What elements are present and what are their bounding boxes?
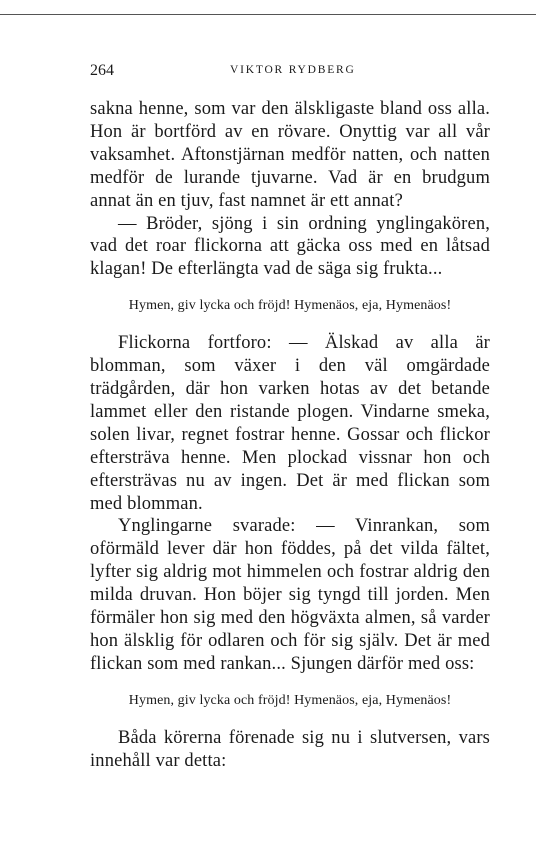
- page-number: 264: [90, 62, 114, 79]
- running-head: VIKTOR RYDBERG: [230, 64, 356, 76]
- paragraph-3: Flickorna fortforo: — Älskad av alla är blomman, som växer i den väl omgärdade trädgården, där hon varken hotas av det betande lammet eller den ristande plogen. Vindarne smeka, solen livar, regnet fostrar henne. Gossar och flickor eftersträva henne. Men plockad vissnar hon och eftersträvas nu av ingen. Det är med flickan som med blomman.: [90, 333, 490, 514]
- top-rule: [0, 14, 536, 15]
- refrain-1: Hymen, giv lycka och fröjd! Hymenäos, eja, Hymenäos!: [128, 298, 452, 314]
- refrain-2: Hymen, giv lycka och fröjd! Hymenäos, eja, Hymenäos!: [128, 692, 452, 708]
- paragraph-4: Ynglingarne svarade: — Vinrankan, som oförmäld lever där hon föddes, på det vilda fältet, lyfter sig aldrig mot himmelen och fostrar aldrig den milda druvan. Hon böjer sig tyngd till jorden. Men förmäler hon sig med den högväxta almen, så varder hon älsklig för odlaren och för sig själv. Det är med flickan som med rankan... Sjungen därför med oss:: [90, 516, 490, 674]
- paragraph-2: — Bröder, sjöng i sin ordning ynglingakören, vad det roar flickorna att gäcka oss med en låtsad klagan! De efterlängta vad de säga sig frukta...: [90, 213, 490, 280]
- paragraph-1: sakna henne, som var den älskligaste bland oss alla. Hon är bortförd av en rövare. Onyttig var all vår vaksamhet. Aftonstjärnan medför natten, och natten medför de lurande tjuvarne. Vad är en brudgum annat än en tjuv, fast namnet är ett annat?: [90, 99, 490, 211]
- body-text: [90, 98, 490, 772]
- page-header: [90, 62, 490, 82]
- paragraph-5: Båda körerna förenade sig nu i slutversen, vars innehåll var detta:: [90, 727, 490, 771]
